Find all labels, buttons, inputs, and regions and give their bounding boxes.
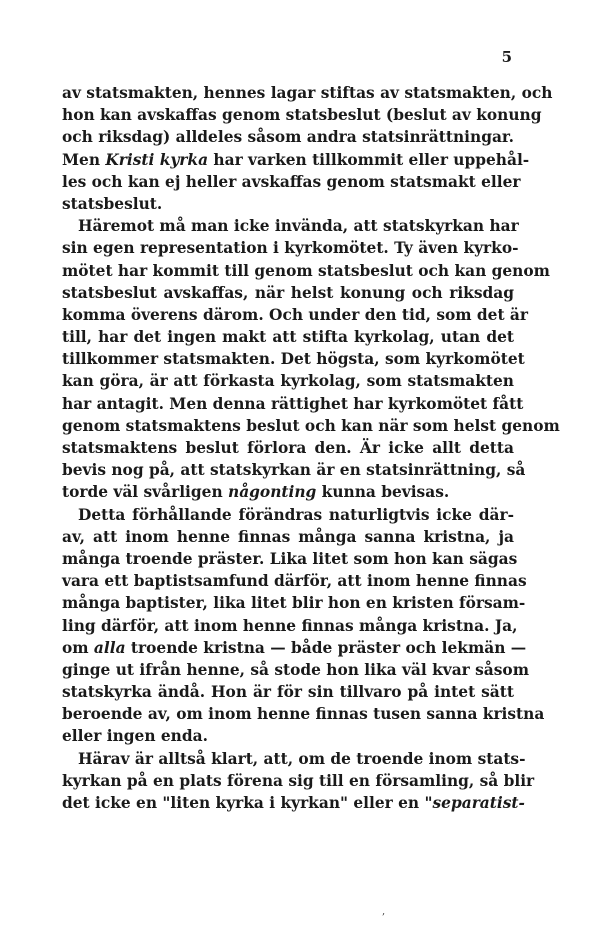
text-segment: mötet har kommit till genom statsbeslut och kan genom <box>62 261 550 280</box>
emphasized-text: någonting <box>228 483 317 502</box>
text-line <box>62 615 518 637</box>
text-segment: om <box>62 638 94 657</box>
text-line <box>62 459 526 481</box>
text-segment: ling därför, att inom henne finnas många kristna. Ja, <box>62 616 518 635</box>
body-text <box>62 82 560 814</box>
emphasized-text: "separatist- <box>424 794 525 812</box>
text-segment: statsbeslut. <box>62 194 163 213</box>
text-line <box>62 237 519 259</box>
text-line <box>62 681 514 703</box>
text-line <box>62 282 514 304</box>
text-line <box>62 104 542 126</box>
text-line <box>62 592 526 614</box>
text-line <box>62 481 514 503</box>
text-line <box>62 437 514 459</box>
text-segment: bevis nog på, att statskyrkan är en statsinrättning, så <box>62 461 526 480</box>
text-segment: statskyrka ändå. Hon är för sin tillvaro på intet sätt <box>62 683 514 702</box>
text-segment: statsmaktens beslut förlora den. Är icke allt detta <box>62 439 514 457</box>
text-segment: kyrkan på en plats förena sig till en församling, så blir <box>62 771 535 790</box>
text-line <box>62 304 528 326</box>
text-segment: genom statsmaktens beslut och kan när som helst genom <box>62 416 560 435</box>
text-segment: troende kristna — både präster och lekmän — <box>125 638 527 657</box>
scan-mark: , <box>382 906 386 917</box>
text-segment: Detta förhållande förändras naturligtvis icke där- <box>78 505 514 524</box>
text-segment: ginge ut ifrån henne, så stode hon lika väl kvar såsom <box>62 660 529 679</box>
text-segment: les och kan ej heller avskaffas genom statsmakt eller <box>62 172 521 191</box>
text-segment: kan göra, är att förkasta kyrkolag, som statsmakten <box>62 372 514 391</box>
text-line <box>62 370 514 392</box>
text-line <box>62 149 530 171</box>
text-line <box>62 659 529 681</box>
text-segment: hon kan avskaffas genom statsbeslut (beslut av konung <box>62 106 542 125</box>
text-line <box>62 348 525 370</box>
text-segment: av, att inom henne finnas många sanna kristna, ja <box>62 527 514 546</box>
text-line <box>62 504 514 526</box>
text-line <box>62 415 560 437</box>
text-segment: sin egen representation i kyrkomötet. Ty även kyrko- <box>62 239 519 258</box>
text-segment: statsbeslut avskaffas, när helst konung och riksdag <box>62 283 514 302</box>
text-segment: tillkommer statsmakten. Det högsta, som kyrkomötet <box>62 350 525 369</box>
text-line <box>62 526 514 548</box>
text-segment: har varken tillkommit eller uppehål- <box>208 150 530 169</box>
text-line <box>62 393 524 415</box>
text-segment: många troende präster. Lika litet som hon kan sägas <box>62 549 518 568</box>
text-line <box>62 637 527 659</box>
text-line <box>62 82 553 104</box>
emphasized-text: alla <box>93 638 126 657</box>
text-line <box>62 748 526 770</box>
text-segment: har antagit. Men denna rättighet har kyrkomötet fått <box>62 394 524 413</box>
text-segment: beroende av, om inom henne finnas tusen sanna kristna <box>62 705 545 724</box>
text-line <box>62 126 514 148</box>
text-line <box>62 792 525 814</box>
text-segment: till, har det ingen makt att stifta kyrkolag, utan det <box>62 328 514 347</box>
text-line <box>62 171 521 193</box>
text-line <box>62 215 519 237</box>
text-line <box>62 570 527 592</box>
text-segment: och riksdag) alldeles såsom andra statsinrättningar. <box>62 128 514 147</box>
emphasized-text: Kristi kyrka <box>105 150 209 169</box>
text-segment: kunna bevisas. <box>316 483 450 502</box>
text-line <box>62 260 550 282</box>
text-line <box>62 725 514 747</box>
text-segment: torde väl svårligen <box>62 483 228 502</box>
text-segment: eller ingen enda. <box>62 727 208 746</box>
text-segment: Häremot må man icke invända, att statskyrkan har <box>78 217 519 236</box>
text-segment: det icke en "liten kyrka i kyrkan" eller en <box>62 794 425 812</box>
text-segment: många baptister, lika litet blir hon en kristen försam- <box>62 594 526 613</box>
text-segment: Men <box>62 150 106 169</box>
text-line <box>62 326 514 348</box>
text-line <box>62 548 518 570</box>
text-segment: komma överens därom. Och under den tid, som det är <box>62 305 528 324</box>
text-line <box>62 770 535 792</box>
text-segment: av statsmakten, hennes lagar stiftas av statsmakten, och <box>62 84 553 102</box>
page-number: 5 <box>501 48 512 66</box>
text-line <box>62 193 514 215</box>
text-segment: vara ett baptistsamfund därför, att inom henne finnas <box>62 572 527 591</box>
text-line <box>62 703 545 725</box>
text-segment: Härav är alltså klart, att, om de troende inom stats- <box>78 749 526 768</box>
